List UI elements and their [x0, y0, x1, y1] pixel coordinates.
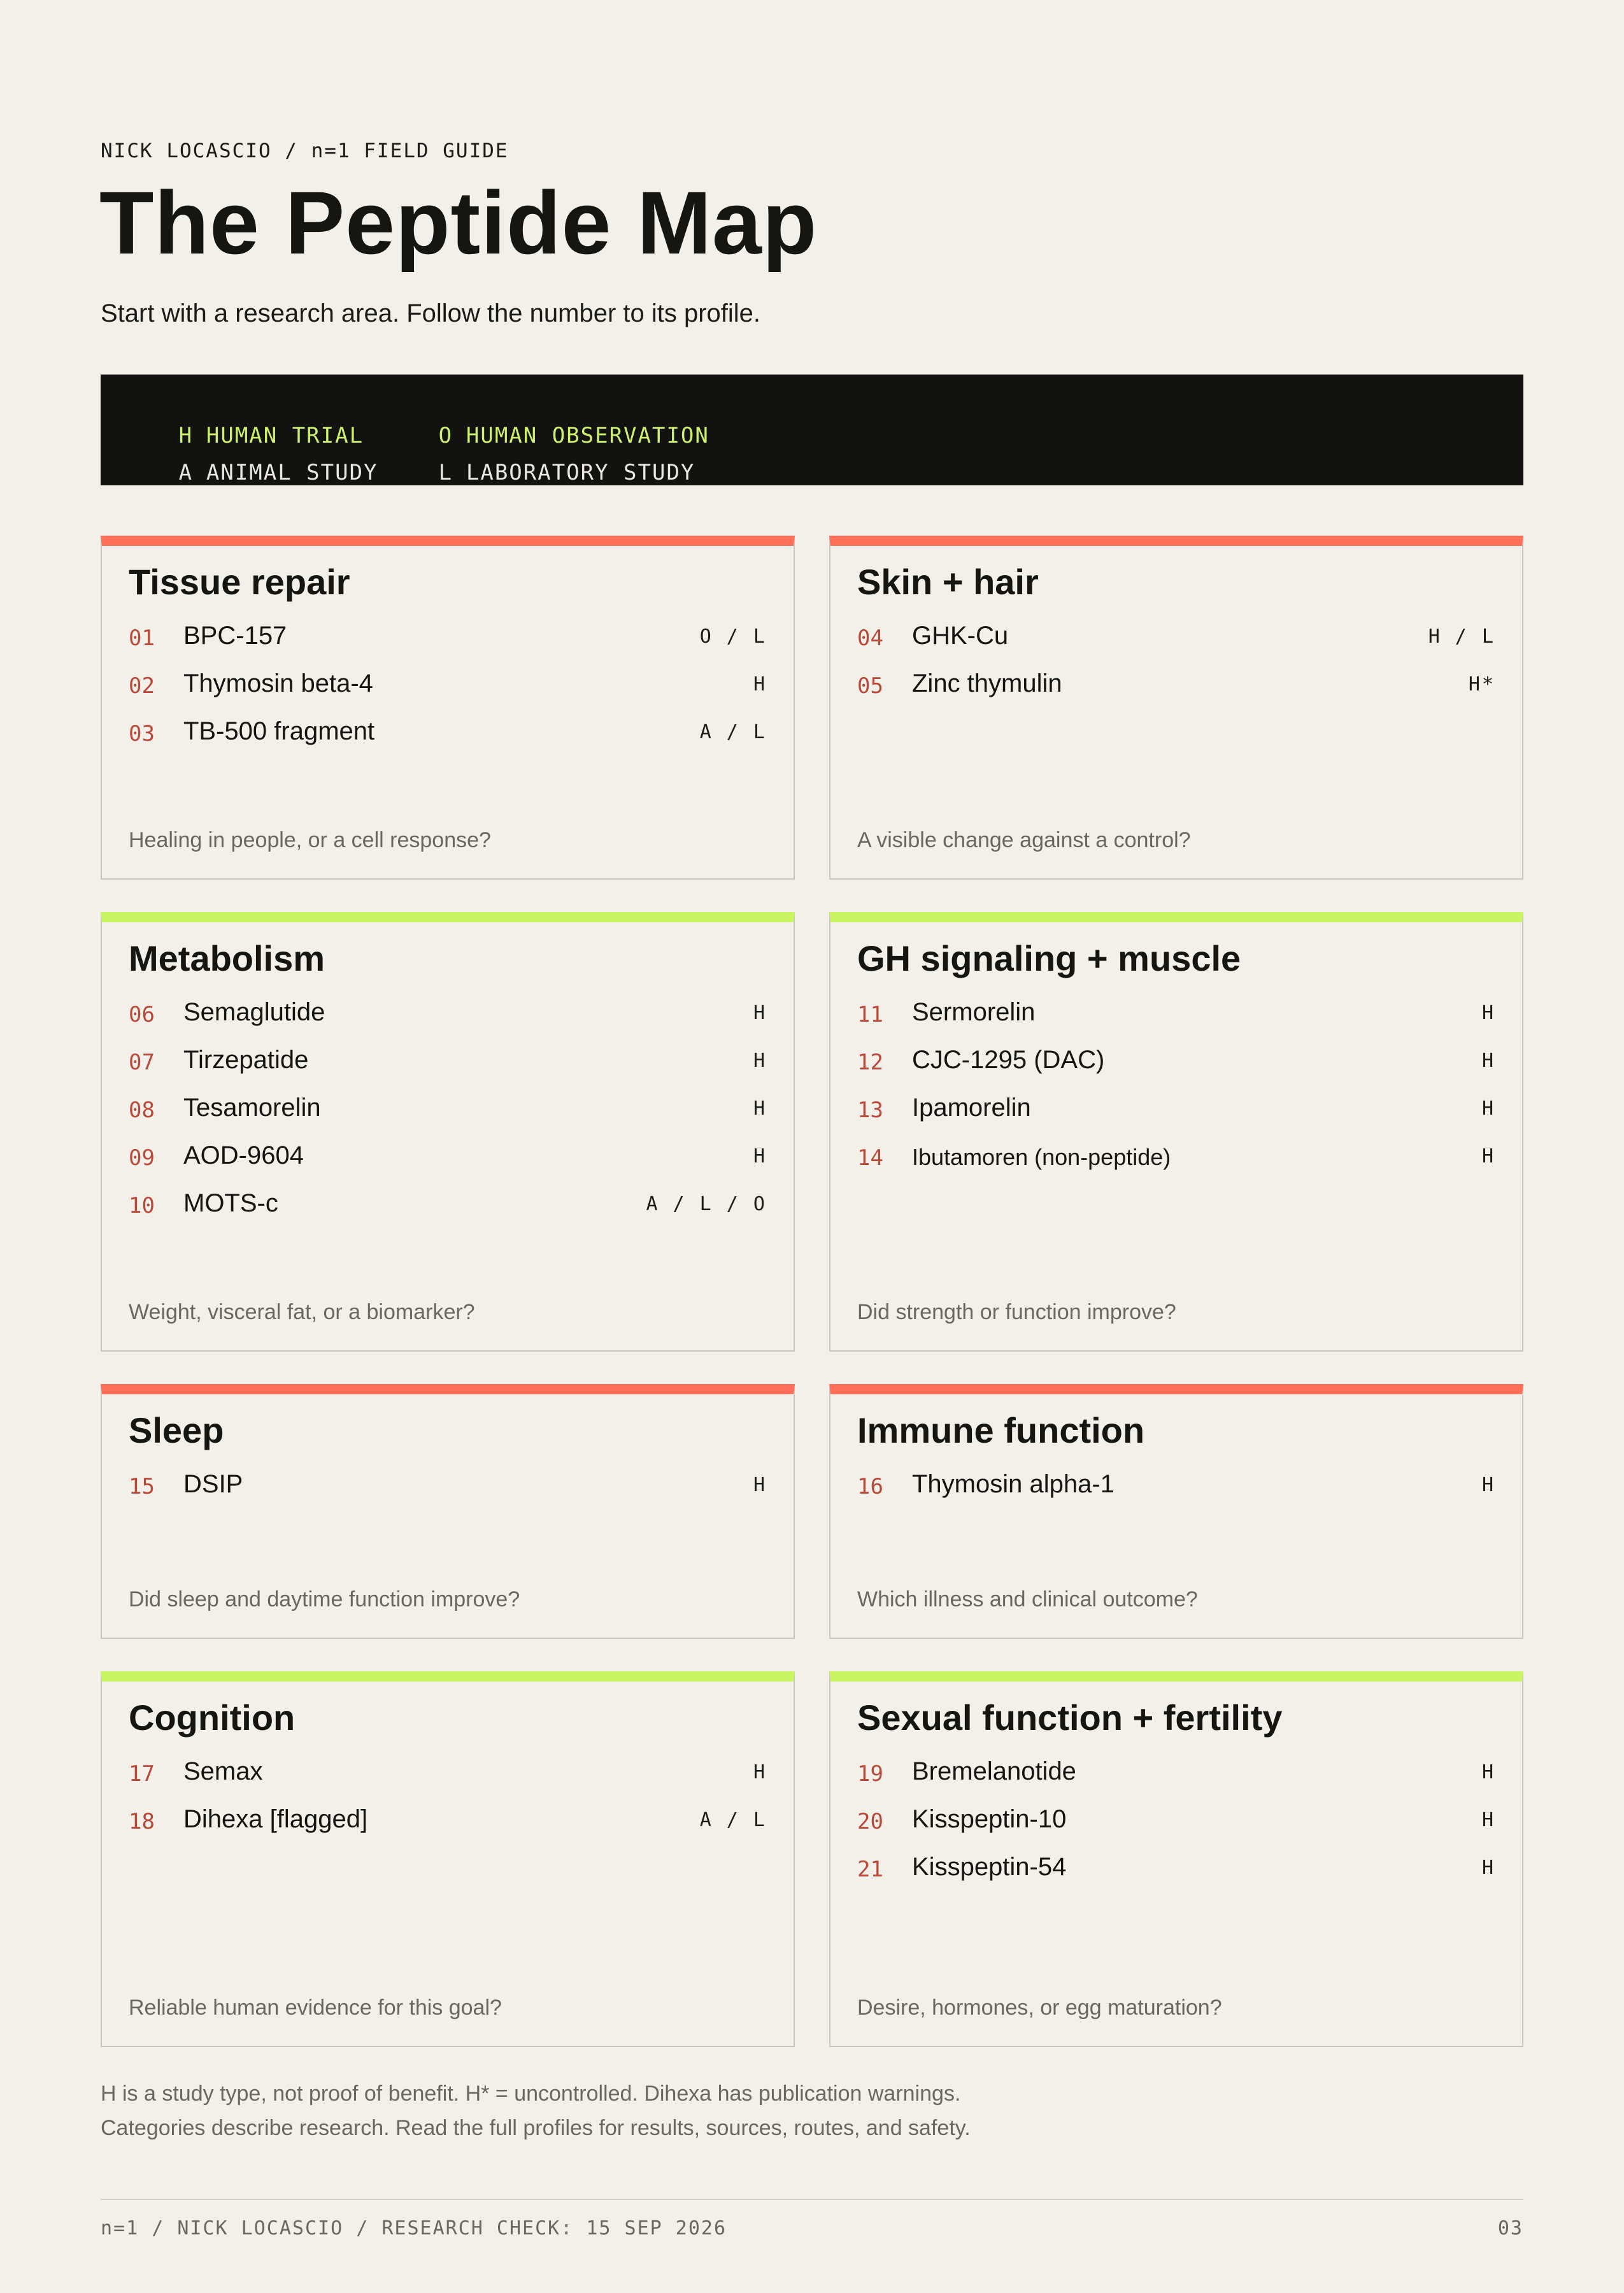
category-title: Sexual function + fertility	[857, 1697, 1283, 1738]
legend-code-l: L	[438, 460, 453, 485]
category-title: Metabolism	[129, 938, 325, 978]
evidence-legend	[101, 375, 1523, 485]
evidence-codes: A / L / O	[646, 1193, 767, 1215]
profile-number: 20	[857, 1809, 883, 1834]
peptide-name: MOTS-c	[183, 1189, 278, 1217]
profile-number: 18	[129, 1809, 155, 1834]
peptide-name: Tirzepatide	[183, 1046, 309, 1074]
category-question: Desire, hormones, or egg maturation?	[857, 1996, 1222, 2020]
peptide-row-04[interactable]	[857, 622, 1495, 673]
category-card-sleep	[101, 1384, 795, 1639]
legend-code-o: O	[438, 423, 453, 448]
peptide-name: TB-500 fragment	[183, 717, 375, 745]
peptide-list	[129, 998, 767, 1241]
category-card-cognition	[101, 1671, 795, 2047]
peptide-name: Ibutamoren (non-peptide)	[912, 1144, 1171, 1170]
category-title: Skin + hair	[857, 562, 1039, 602]
peptide-row-09[interactable]	[129, 1141, 767, 1193]
evidence-codes: O / L	[699, 625, 767, 648]
category-question: Weight, visceral fat, or a biomarker?	[129, 1300, 475, 1324]
evidence-codes: H	[753, 1145, 767, 1168]
evidence-codes: H	[753, 1474, 767, 1496]
profile-number: 08	[129, 1097, 155, 1123]
legend-code-h: H	[178, 423, 194, 448]
peptide-row-07[interactable]	[129, 1046, 767, 1097]
profile-number: 19	[857, 1761, 883, 1787]
category-title: Sleep	[129, 1410, 224, 1450]
profile-number: 01	[129, 625, 155, 651]
footer-divider	[101, 2199, 1523, 2200]
evidence-codes: H	[753, 673, 767, 696]
profile-number: 14	[857, 1145, 883, 1171]
profile-number: 02	[129, 673, 155, 699]
peptide-name: Thymosin alpha-1	[912, 1470, 1115, 1498]
peptide-name: GHK-Cu	[912, 622, 1009, 650]
evidence-codes: H	[1481, 1474, 1495, 1496]
category-title: Immune function	[857, 1410, 1145, 1450]
peptide-name: BPC-157	[183, 622, 287, 650]
profile-number: 15	[129, 1474, 155, 1499]
peptide-name: Kisspeptin-10	[912, 1805, 1067, 1833]
evidence-codes: H	[1481, 1002, 1495, 1024]
peptide-name: Tesamorelin	[183, 1094, 321, 1122]
peptide-list	[129, 1757, 767, 1857]
profile-number: 12	[857, 1050, 883, 1075]
footnote-line-1: H is a study type, not proof of benefit. H* = uncontrolled. Dihexa has publication warnings.	[101, 2082, 961, 2106]
category-title: GH signaling + muscle	[857, 938, 1241, 978]
peptide-name: Kisspeptin-54	[912, 1853, 1067, 1881]
evidence-codes: H	[1481, 1050, 1495, 1072]
page-title: The Peptide Map	[99, 173, 818, 273]
evidence-codes: H	[753, 1002, 767, 1024]
profile-number: 10	[129, 1193, 155, 1218]
evidence-codes: H	[753, 1761, 767, 1783]
category-question: Which illness and clinical outcome?	[857, 1587, 1198, 1611]
evidence-codes: H	[1481, 1097, 1495, 1120]
category-card-gh-signaling-muscle	[829, 912, 1523, 1352]
peptide-row-15[interactable]	[129, 1470, 767, 1522]
peptide-row-18[interactable]	[129, 1805, 767, 1857]
evidence-codes: H	[1481, 1809, 1495, 1831]
category-card-immune-function	[829, 1384, 1523, 1639]
peptide-name: Dihexa [flagged]	[183, 1805, 368, 1833]
footer-credit: n=1 / NICK LOCASCIO / RESEARCH CHECK: 15 SEP 2026	[101, 2217, 727, 2239]
peptide-list	[857, 622, 1495, 721]
peptide-name: Semax	[183, 1757, 263, 1785]
peptide-row-08[interactable]	[129, 1094, 767, 1145]
category-card-tissue-repair	[101, 536, 795, 880]
evidence-codes: H	[1481, 1761, 1495, 1783]
peptide-row-12[interactable]	[857, 1046, 1495, 1097]
legend-label-laboratory-study: LABORATORY STUDY	[466, 460, 695, 485]
peptide-list	[857, 1757, 1495, 1904]
legend-label-human-trial: HUMAN TRIAL	[206, 423, 364, 448]
category-question: Did strength or function improve?	[857, 1300, 1176, 1324]
category-question: Did sleep and daytime function improve?	[129, 1587, 520, 1611]
legend-label-human-observation: HUMAN OBSERVATION	[466, 423, 709, 448]
peptide-row-20[interactable]	[857, 1805, 1495, 1857]
legend-label-animal-study: ANIMAL STUDY	[206, 460, 378, 485]
peptide-name: Sermorelin	[912, 998, 1036, 1026]
peptide-list	[129, 1470, 767, 1522]
peptide-row-06[interactable]	[129, 998, 767, 1050]
peptide-row-02[interactable]	[129, 669, 767, 721]
peptide-row-11[interactable]	[857, 998, 1495, 1050]
profile-number: 03	[129, 721, 155, 746]
peptide-name: Thymosin beta-4	[183, 669, 373, 697]
category-card-metabolism	[101, 912, 795, 1352]
profile-number: 05	[857, 673, 883, 699]
kicker: NICK LOCASCIO / n=1 FIELD GUIDE	[101, 139, 509, 162]
peptide-row-05[interactable]	[857, 669, 1495, 721]
category-card-skin-hair	[829, 536, 1523, 880]
legend-row-nonhuman	[108, 434, 695, 511]
peptide-name: CJC-1295 (DAC)	[912, 1046, 1105, 1074]
peptide-row-13[interactable]	[857, 1094, 1495, 1145]
peptide-row-19[interactable]	[857, 1757, 1495, 1809]
category-question: Reliable human evidence for this goal?	[129, 1996, 502, 2020]
legend-code-a: A	[178, 460, 194, 485]
evidence-codes: H*	[1468, 673, 1495, 696]
evidence-codes: H / L	[1428, 625, 1495, 648]
profile-number: 17	[129, 1761, 155, 1787]
peptide-name: Bremelanotide	[912, 1757, 1076, 1785]
peptide-name: Semaglutide	[183, 998, 325, 1026]
category-question: A visible change against a control?	[857, 828, 1191, 852]
peptide-name: DSIP	[183, 1470, 243, 1498]
peptide-name: Ipamorelin	[912, 1094, 1031, 1122]
peptide-row-01[interactable]	[129, 622, 767, 673]
profile-number: 06	[129, 1002, 155, 1027]
peptide-name: AOD-9604	[183, 1141, 304, 1169]
category-question: Healing in people, or a cell response?	[129, 828, 491, 852]
profile-number: 11	[857, 1002, 883, 1027]
profile-number: 07	[129, 1050, 155, 1075]
profile-number: 13	[857, 1097, 883, 1123]
category-card-sexual-function-fertility	[829, 1671, 1523, 2047]
peptide-list	[857, 1470, 1495, 1522]
evidence-codes: H	[753, 1050, 767, 1072]
page-number: 03	[1497, 2217, 1523, 2239]
peptide-row-16[interactable]	[857, 1470, 1495, 1522]
profile-number: 21	[857, 1857, 883, 1882]
peptide-row-17[interactable]	[129, 1757, 767, 1809]
profile-number: 04	[857, 625, 883, 651]
evidence-codes: H	[1481, 1857, 1495, 1879]
profile-number: 16	[857, 1474, 883, 1499]
peptide-row-03[interactable]	[129, 717, 767, 769]
evidence-codes: H	[1481, 1145, 1495, 1168]
category-title: Tissue repair	[129, 562, 350, 602]
footnote-line-2: Categories describe research. Read the full profiles for results, sources, routes, and safety.	[101, 2116, 971, 2140]
page-subtitle: Start with a research area. Follow the number to its profile.	[101, 299, 761, 327]
peptide-row-21[interactable]	[857, 1853, 1495, 1904]
category-title: Cognition	[129, 1697, 296, 1738]
evidence-codes: H	[753, 1097, 767, 1120]
evidence-codes: A / L	[699, 721, 767, 743]
profile-number: 09	[129, 1145, 155, 1171]
peptide-row-10[interactable]	[129, 1189, 767, 1241]
peptide-name: Zinc thymulin	[912, 669, 1062, 697]
peptide-list	[857, 998, 1495, 1193]
peptide-list	[129, 622, 767, 769]
peptide-row-14[interactable]	[857, 1145, 1495, 1193]
evidence-codes: A / L	[699, 1809, 767, 1831]
